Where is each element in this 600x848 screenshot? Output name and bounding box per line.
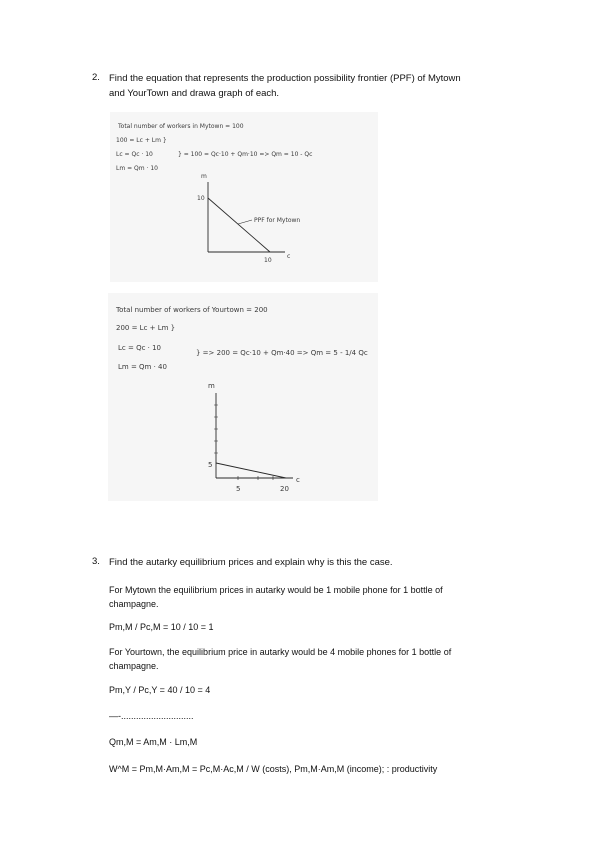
scan1-line-4: Lm = Qm · 10 bbox=[116, 165, 158, 172]
scan2-line-2: 200 = Lc + Lm } bbox=[116, 324, 176, 332]
scan2-line-3: Lc = Qc · 10 bbox=[118, 344, 162, 352]
scan1-y-label: m bbox=[201, 173, 207, 180]
scan1-x-value: 10 bbox=[264, 257, 272, 264]
answer-yourtown-line-2: champagne. bbox=[109, 661, 159, 671]
equation-quantity: Qm,M = Am,M · Lm,M bbox=[109, 737, 198, 747]
question-3-number: 3. bbox=[92, 556, 100, 567]
ppf-line bbox=[216, 463, 286, 478]
ppf-line bbox=[208, 198, 270, 252]
divider-line: —-............................. bbox=[109, 711, 194, 721]
scan1-y-value: 10 bbox=[197, 195, 205, 202]
equation-wage: W^M = Pm,M·Am,M = Pc,M·Ac,M / W (costs), Pm,M·Am,M (income); : productivity bbox=[109, 764, 438, 774]
scan2-line-4: Lm = Qm · 40 bbox=[118, 363, 167, 371]
scan1-ppf-label: PPF for Mytown bbox=[254, 217, 301, 224]
equation-mytown-price-ratio: Pm,M / Pc,M = 10 / 10 = 1 bbox=[109, 622, 214, 632]
question-3-text: Find the autarky equilibrium prices and explain why is this the case. bbox=[109, 557, 393, 568]
scan1-line-2: 100 = Lc + Lm } bbox=[116, 137, 167, 144]
ppf-yourtown-sketch bbox=[108, 293, 378, 501]
scan1-x-label: c bbox=[287, 253, 291, 260]
scan2-x-label: c bbox=[296, 476, 300, 484]
answer-mytown-line-1: For Mytown the equilibrium prices in autarky would be 1 mobile phone for 1 bottle of bbox=[109, 585, 443, 595]
answer-yourtown-line-1: For Yourtown, the equilibrium price in autarky would be 4 mobile phones for 1 bottle of bbox=[109, 647, 452, 657]
scan1-line-3b: } = 100 = Qc·10 + Qm·10 => Qm = 10 - Qc bbox=[178, 151, 313, 158]
answer-mytown-line-2: champagne. bbox=[109, 599, 159, 609]
ppf-label-pointer bbox=[238, 220, 252, 224]
scan2-y-value: 5 bbox=[208, 461, 213, 469]
scan2-line-1: Total number of workers of Yourtown = 200 bbox=[116, 306, 268, 314]
question-2-number: 2. bbox=[92, 72, 100, 83]
scan2-x-value: 20 bbox=[280, 485, 289, 493]
equation-yourtown-price-ratio: Pm,Y / Pc,Y = 40 / 10 = 4 bbox=[109, 685, 211, 695]
scan2-y-label: m bbox=[208, 382, 215, 390]
handwritten-ppf-yourtown-image bbox=[108, 293, 378, 501]
scan1-line-3: Lc = Qc · 10 bbox=[116, 151, 153, 158]
ppf-mytown-sketch bbox=[110, 112, 378, 282]
scan2-x-value-5: 5 bbox=[236, 485, 241, 493]
question-2-text-line-1: Find the equation that represents the production possibility frontier (PPF) of Mytown bbox=[109, 73, 461, 84]
scan1-line-1: Total number of workers in Mytown = 100 bbox=[118, 123, 244, 130]
handwritten-ppf-mytown-image bbox=[110, 112, 378, 282]
question-2-text-line-2: and YourTown and drawa graph of each. bbox=[109, 88, 280, 99]
scan2-line-3b: } => 200 = Qc·10 + Qm·40 => Qm = 5 - 1/4 Qc bbox=[196, 349, 368, 357]
